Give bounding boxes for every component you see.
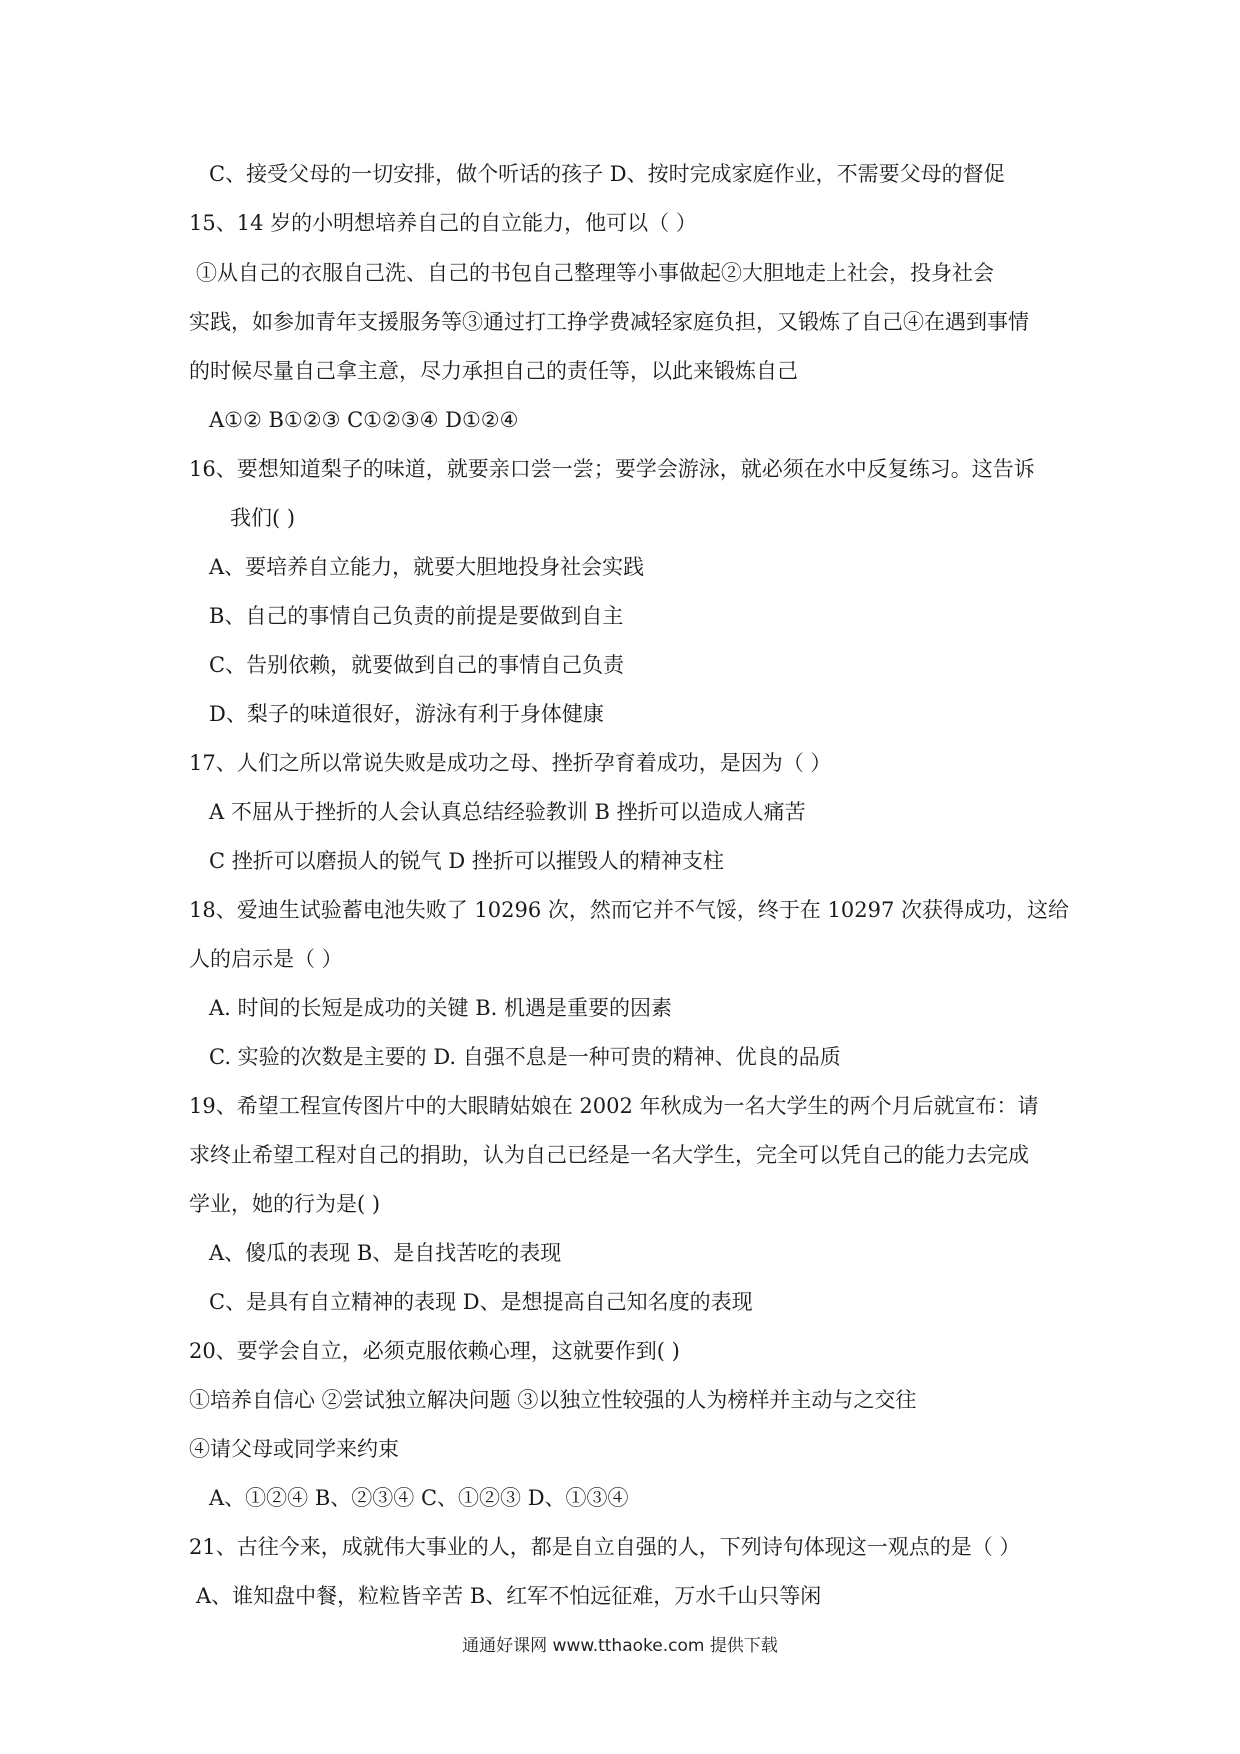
q18-options-cd: C. 实验的次数是主要的 D. 自强不息是一种可贵的精神、优良的品质	[209, 1045, 841, 1069]
q18-stem-line1: 18、爱迪生试验蓄电池失败了 10296 次，然而它并不气馁，终于在 10297 次获得成功，这给	[189, 898, 1070, 922]
q17-options-cd: C 挫折可以磨损人的锐气 D 挫折可以摧毁人的精神支柱	[209, 849, 724, 873]
q20-stem: 20、要学会自立，必须克服依赖心理，这就要作到( )	[189, 1339, 680, 1363]
q19-stem-line3: 学业，她的行为是( )	[189, 1192, 381, 1216]
q17-stem: 17、人们之所以常说失败是成功之母、挫折孕育着成功，是因为（ ）	[189, 751, 832, 775]
q19-stem-line2: 求终止希望工程对自己的捐助，认为自己已经是一名大学生，完全可以凭自己的能力去完成	[189, 1143, 1029, 1167]
q19-options-ab: A、傻瓜的表现 B、是自找苦吃的表现	[209, 1241, 562, 1265]
q20-statements-line2: ④请父母或同学来约束	[189, 1437, 399, 1461]
q16-option-a: A、要培养自立能力，就要大胆地投身社会实践	[209, 555, 645, 579]
q20-statements-line1: ①培养自信心 ②尝试独立解决问题 ③以独立性较强的人为榜样并主动与之交往	[189, 1388, 917, 1412]
q20-options: A、①②④ B、②③④ C、①②③ D、①③④	[209, 1486, 629, 1510]
q15-statements-line1: ①从自己的衣服自己洗、自己的书包自己整理等小事做起②大胆地走上社会，投身社会	[196, 261, 994, 285]
q18-stem-line2: 人的启示是（ ）	[189, 947, 343, 971]
q16-stem-line1: 16、要想知道梨子的味道，就要亲口尝一尝；要学会游泳，就必须在水中反复练习。这告诉	[189, 457, 1035, 481]
q14-options-cd: C、接受父母的一切安排，做个听话的孩子 D、按时完成家庭作业，不需要父母的督促	[209, 162, 1005, 186]
q19-stem-line1: 19、希望工程宣传图片中的大眼睛姑娘在 2002 年秋成为一名大学生的两个月后就宣布：请	[189, 1094, 1039, 1118]
q19-options-cd: C、是具有自立精神的表现 D、是想提高自己知名度的表现	[209, 1290, 753, 1314]
q16-option-c: C、告别依赖，就要做到自己的事情自己负责	[209, 653, 625, 677]
q16-option-b: B、自己的事情自己负责的前提是要做到自主	[209, 604, 624, 628]
q15-options: A①② B①②③ C①②③④ D①②④	[209, 408, 519, 432]
footer-source: 通通好课网 www.tthaoke.com 提供下载	[462, 1636, 778, 1656]
q16-stem-line2: 我们( )	[230, 506, 296, 530]
q16-option-d: D、梨子的味道很好，游泳有利于身体健康	[209, 702, 604, 726]
q15-statements-line2: 实践，如参加青年支援服务等③通过打工挣学费减轻家庭负担，又锻炼了自己④在遇到事情	[189, 310, 1029, 334]
q15-statements-line3: 的时候尽量自己拿主意，尽力承担自己的责任等，以此来锻炼自己	[189, 359, 798, 383]
q18-options-ab: A. 时间的长短是成功的关键 B. 机遇是重要的因素	[209, 996, 672, 1020]
q15-stem: 15、14 岁的小明想培养自己的自立能力，他可以（ ）	[189, 211, 697, 235]
q21-options-ab: A、谁知盘中餐，粒粒皆辛苦 B、红军不怕远征难，万水千山只等闲	[196, 1584, 822, 1608]
q17-options-ab: A 不屈从于挫折的人会认真总结经验教训 B 挫折可以造成人痛苦	[209, 800, 806, 824]
q21-stem: 21、古往今来，成就伟大事业的人，都是自立自强的人，下列诗句体现这一观点的是（ ）	[189, 1535, 1021, 1559]
